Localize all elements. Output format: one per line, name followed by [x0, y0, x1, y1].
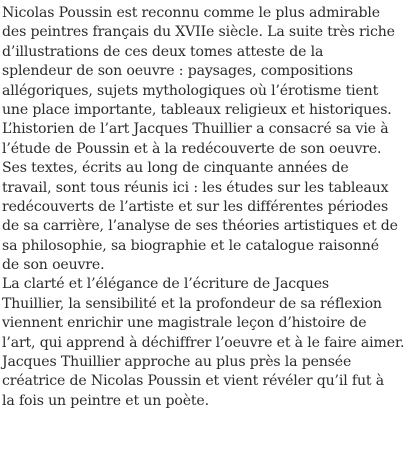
- description-line: l’étude de Poussin et à la redécouverte de son oeuvre.: [2, 140, 382, 157]
- description-line: Nicolas Poussin est reconnu comme le plus admirable: [2, 5, 380, 21]
- description-line: créatrice de Nicolas Poussin et vient révéler qu’il fut à: [2, 373, 385, 390]
- description-line: Jacques Thuillier approche au plus près la pensée: [2, 354, 352, 371]
- description-line: redécouverts de l’artiste et sur les différentes périodes: [2, 198, 389, 215]
- description-line: une place importante, tableaux religieux et historiques.: [2, 101, 392, 118]
- description-line: viennent enrichir une magistrale leçon d’histoire de: [2, 315, 367, 332]
- book-description: [2, 4, 413, 411]
- description-line: L’historien de l’art Jacques Thuillier a consacré sa vie à: [2, 121, 389, 138]
- description-line: Thuillier, la sensibilité et la profondeur de sa réflexion: [2, 295, 382, 312]
- description-line: de son oeuvre.: [2, 257, 105, 274]
- description-line: La clarté et l’élégance de l’écriture de Jacques: [2, 276, 330, 293]
- description-line: la fois un peintre et un poète.: [2, 392, 209, 409]
- description-line: des peintres français du XVIIe siècle. La suite très riche: [2, 24, 395, 41]
- description-line: d’illustrations de ces deux tomes atteste de la: [2, 43, 324, 60]
- description-line: travail, sont tous réunis ici : les études sur les tableaux: [2, 179, 389, 196]
- description-line: Ses textes, écrits au long de cinquante années de: [2, 160, 349, 177]
- description-line: allégoriques, sujets mythologiques où l’érotisme tient: [2, 82, 379, 99]
- description-line: splendeur de son oeuvre : paysages, compositions: [2, 63, 353, 80]
- description-line: sa philosophie, sa biographie et le catalogue raisonné: [2, 237, 379, 254]
- description-line: l’art, qui apprend à déchiffrer l’oeuvre et à le faire aimer.: [2, 334, 405, 351]
- description-line: de sa carrière, l’analyse de ses théories artistiques et de: [2, 218, 398, 235]
